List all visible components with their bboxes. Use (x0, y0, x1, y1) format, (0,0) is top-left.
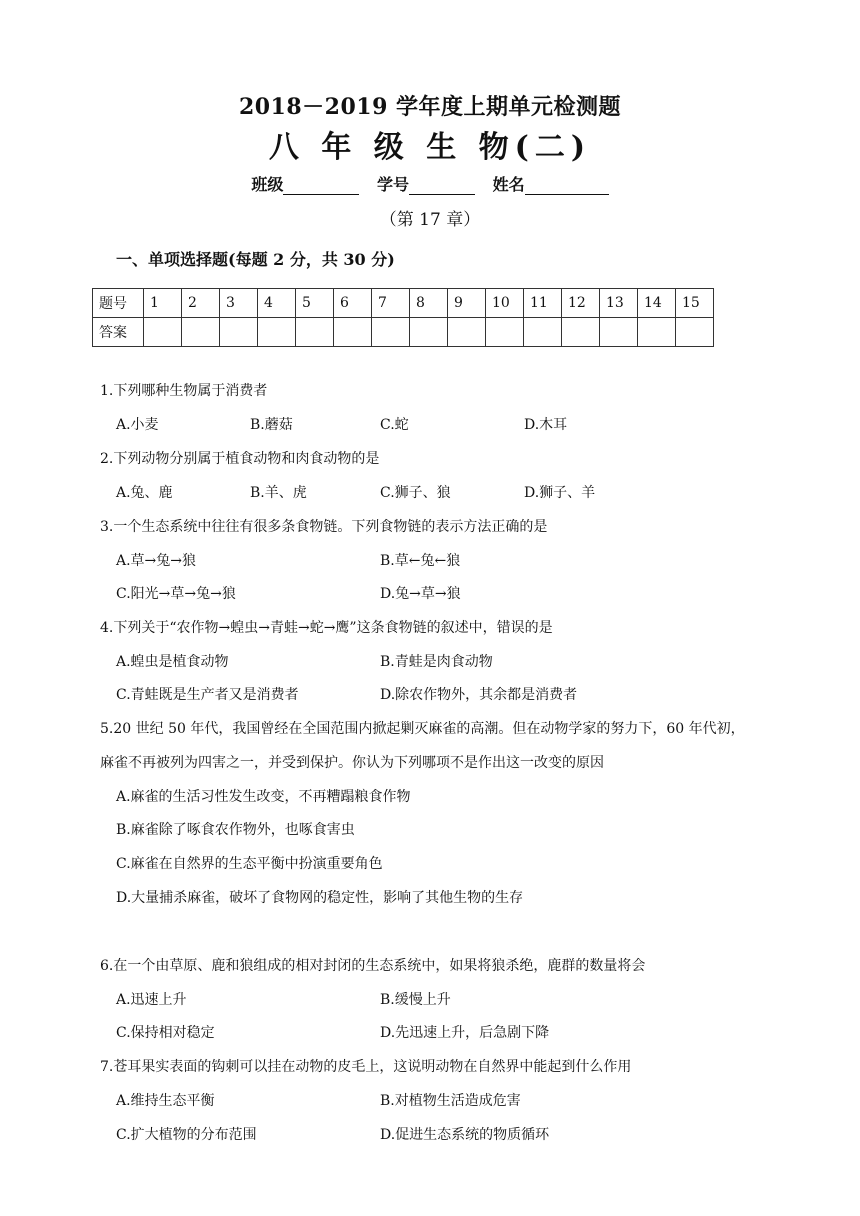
question-number-cell: 4 (258, 289, 296, 318)
exam-title-year: 2018－2019 学年度上期单元检测题 (238, 94, 622, 120)
exam-title-subject: 八 年 级 生 物(二) (268, 130, 592, 165)
question-number-cell: 10 (486, 289, 524, 318)
question-1-option-b: B.蘑菇 (250, 417, 293, 433)
question-number-cell: 13 (600, 289, 638, 318)
question-number-cell: 2 (182, 289, 220, 318)
question-1-option-d: D.木耳 (524, 417, 568, 433)
answer-cell[interactable] (296, 318, 334, 347)
answer-cell[interactable] (372, 318, 410, 347)
question-3-option-c: C.阳光→草→兔→狼 (116, 586, 236, 602)
question-4-option-b: B.青蛙是肉食动物 (380, 654, 493, 670)
question-3-option-b: B.草←兔←狼 (380, 553, 461, 569)
answer-row (93, 318, 714, 347)
question-6-option-b: B.缓慢上升 (380, 992, 451, 1008)
question-5-stem-line2: 麻雀不再被列为四害之一，并受到保护。你认为下列哪项不是作出这一改变的原因 (100, 755, 604, 771)
class-blank[interactable] (283, 178, 359, 195)
question-number-cell: 8 (410, 289, 448, 318)
question-6-option-a: A.迅速上升 (116, 992, 187, 1008)
answer-cell[interactable] (676, 318, 714, 347)
name-label: 姓名 (492, 175, 525, 194)
answer-cell[interactable] (486, 318, 524, 347)
question-6-stem: 6.在一个由草原、鹿和狼组成的相对封闭的生态系统中，如果将狼杀绝，鹿群的数量将会 (100, 958, 646, 974)
student-id-blank[interactable] (409, 178, 475, 195)
question-7-option-c: C.扩大植物的分布范围 (116, 1127, 257, 1143)
question-number-cell: 14 (638, 289, 676, 318)
answer-cell[interactable] (638, 318, 676, 347)
question-number-cell: 6 (334, 289, 372, 318)
chapter-label: （第 17 章） (379, 210, 481, 230)
question-number-cell: 7 (372, 289, 410, 318)
question-number-cell: 12 (562, 289, 600, 318)
question-5-option-b: B.麻雀除了啄食农作物外，也啄食害虫 (116, 822, 355, 838)
question-6-option-c: C.保持相对稳定 (116, 1025, 215, 1041)
question-3-option-d: D.兔→草→狼 (380, 586, 461, 602)
answer-table (92, 288, 714, 347)
question-5-option-c: C.麻雀在自然界的生态平衡中扮演重要角色 (116, 856, 383, 872)
question-7-option-b: B.对植物生活造成危害 (380, 1093, 521, 1109)
question-6-option-d: D.先迅速上升，后急剧下降 (380, 1025, 550, 1041)
question-5-stem-line1: 5.20 世纪 50 年代，我国曾经在全国范围内掀起剿灭麻雀的高潮。但在动物学家的努力下，60 年代初， (100, 721, 745, 737)
question-4-option-c: C.青蛙既是生产者又是消费者 (116, 687, 299, 703)
question-number-cell: 11 (524, 289, 562, 318)
question-1-option-a: A.小麦 (116, 417, 159, 433)
question-1-option-c: C.蛇 (380, 417, 409, 433)
question-number-cell: 3 (220, 289, 258, 318)
question-7-option-d: D.促进生态系统的物质循环 (380, 1127, 550, 1143)
question-5-option-d: D.大量捕杀麻雀，破坏了食物网的稳定性，影响了其他生物的生存 (116, 890, 524, 906)
question-4-stem: 4.下列关于“农作物→蝗虫→青蛙→蛇→鹰”这条食物链的叙述中，错误的是 (100, 620, 553, 636)
class-label: 班级 (251, 175, 284, 194)
student-info-line (0, 172, 860, 195)
answer-cell[interactable] (562, 318, 600, 347)
question-number-row (93, 289, 714, 318)
question-2-option-a: A.兔、鹿 (116, 485, 173, 501)
question-2-stem: 2.下列动物分别属于植食动物和肉食动物的是 (100, 451, 380, 467)
answer-cell[interactable] (182, 318, 220, 347)
student-id-label: 学号 (376, 175, 409, 194)
question-7-option-a: A.维持生态平衡 (116, 1093, 215, 1109)
question-2-option-d: D.狮子、羊 (524, 485, 596, 501)
section-title: 一、单项选择题(每题 2 分，共 30 分) (116, 250, 395, 269)
question-number-cell: 5 (296, 289, 334, 318)
name-blank[interactable] (525, 178, 609, 195)
question-4-option-a: A.蝗虫是植食动物 (116, 654, 229, 670)
row-label-answer: 答案 (93, 318, 144, 347)
row-label-number: 题号 (93, 289, 144, 318)
question-1-stem: 1.下列哪种生物属于消费者 (100, 383, 268, 399)
answer-cell[interactable] (220, 318, 258, 347)
answer-cell[interactable] (524, 318, 562, 347)
answer-cell[interactable] (410, 318, 448, 347)
answer-cell[interactable] (144, 318, 182, 347)
question-2-option-b: B.羊、虎 (250, 485, 307, 501)
question-number-cell: 1 (144, 289, 182, 318)
question-3-option-a: A.草→兔→狼 (116, 553, 197, 569)
question-3-stem: 3.一个生态系统中往往有很多条食物链。下列食物链的表示方法正确的是 (100, 519, 548, 535)
question-7-stem: 7.苍耳果实表面的钩刺可以挂在动物的皮毛上，这说明动物在自然界中能起到什么作用 (100, 1059, 632, 1075)
answer-cell[interactable] (600, 318, 638, 347)
question-2-option-c: C.狮子、狼 (380, 485, 451, 501)
answer-cell[interactable] (334, 318, 372, 347)
question-number-cell: 9 (448, 289, 486, 318)
answer-cell[interactable] (448, 318, 486, 347)
answer-cell[interactable] (258, 318, 296, 347)
question-number-cell: 15 (676, 289, 714, 318)
question-5-option-a: A.麻雀的生活习性发生改变，不再糟蹋粮食作物 (116, 789, 411, 805)
question-4-option-d: D.除农作物外，其余都是消费者 (380, 687, 578, 703)
